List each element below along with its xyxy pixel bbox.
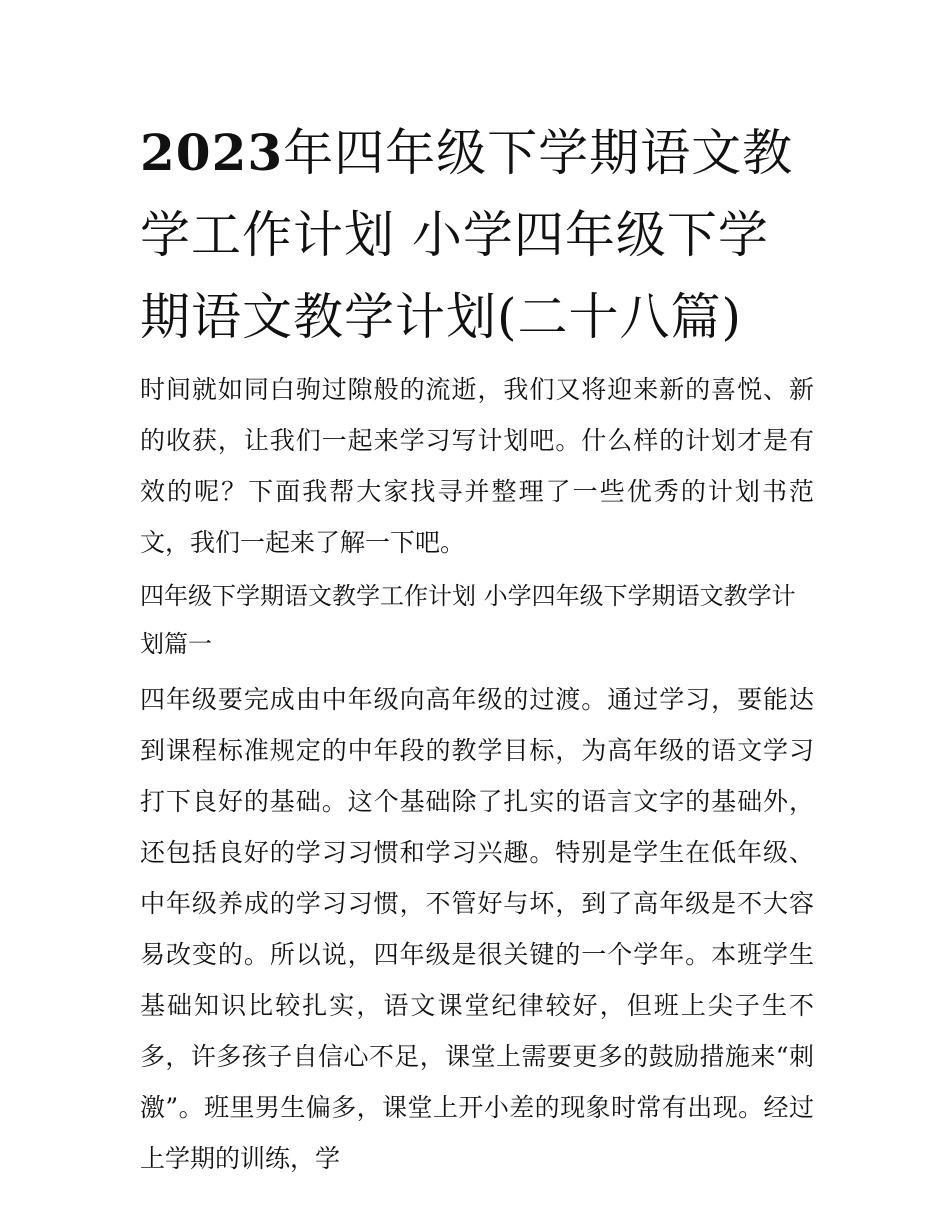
- section-heading: 四年级下学期语文教学工作计划 小学四年级下学期语文教学计划篇一: [140, 582, 796, 658]
- document-page: [140, 112, 814, 1184]
- body-paragraph: 四年级要完成由中年级向高年级的过渡。通过学习，要能达到课程标准规定的中年段的教学目标，为高年级的语文学习打下良好的基础。这个基础除了扎实的语言文字的基础外，还包括良好的学习习惯和学习兴趣。特别是学生在低年级、中年级养成的学习习惯，不管好与坏，到了高年级是不大容易改变的。所以说，四年级是很关键的一个学年。本班学生基础知识比较扎实，语文课堂纪律较好，但班上尖子生不多，许多孩子自信心不足，课堂上需要更多的鼓励措施来“刺激”。班里男生偏多，课堂上开小差的现象时常有出现。经过上学期的训练，学: [140, 685, 814, 1173]
- title-year: 2023: [140, 123, 284, 182]
- intro-paragraph: 时间就如同白驹过隙般的流逝，我们又将迎来新的喜悦、新的收获，让我们一起来学习写计划吧。什么样的计划才是有效的呢？下面我帮大家找寻并整理了一些优秀的计划书范文，我们一起来了解一下吧。: [140, 375, 814, 557]
- document-title: [140, 112, 814, 358]
- title-text: 年四年级下学期语文教学工作计划 小学四年级下学期语文教学计划(二十八篇): [140, 124, 794, 346]
